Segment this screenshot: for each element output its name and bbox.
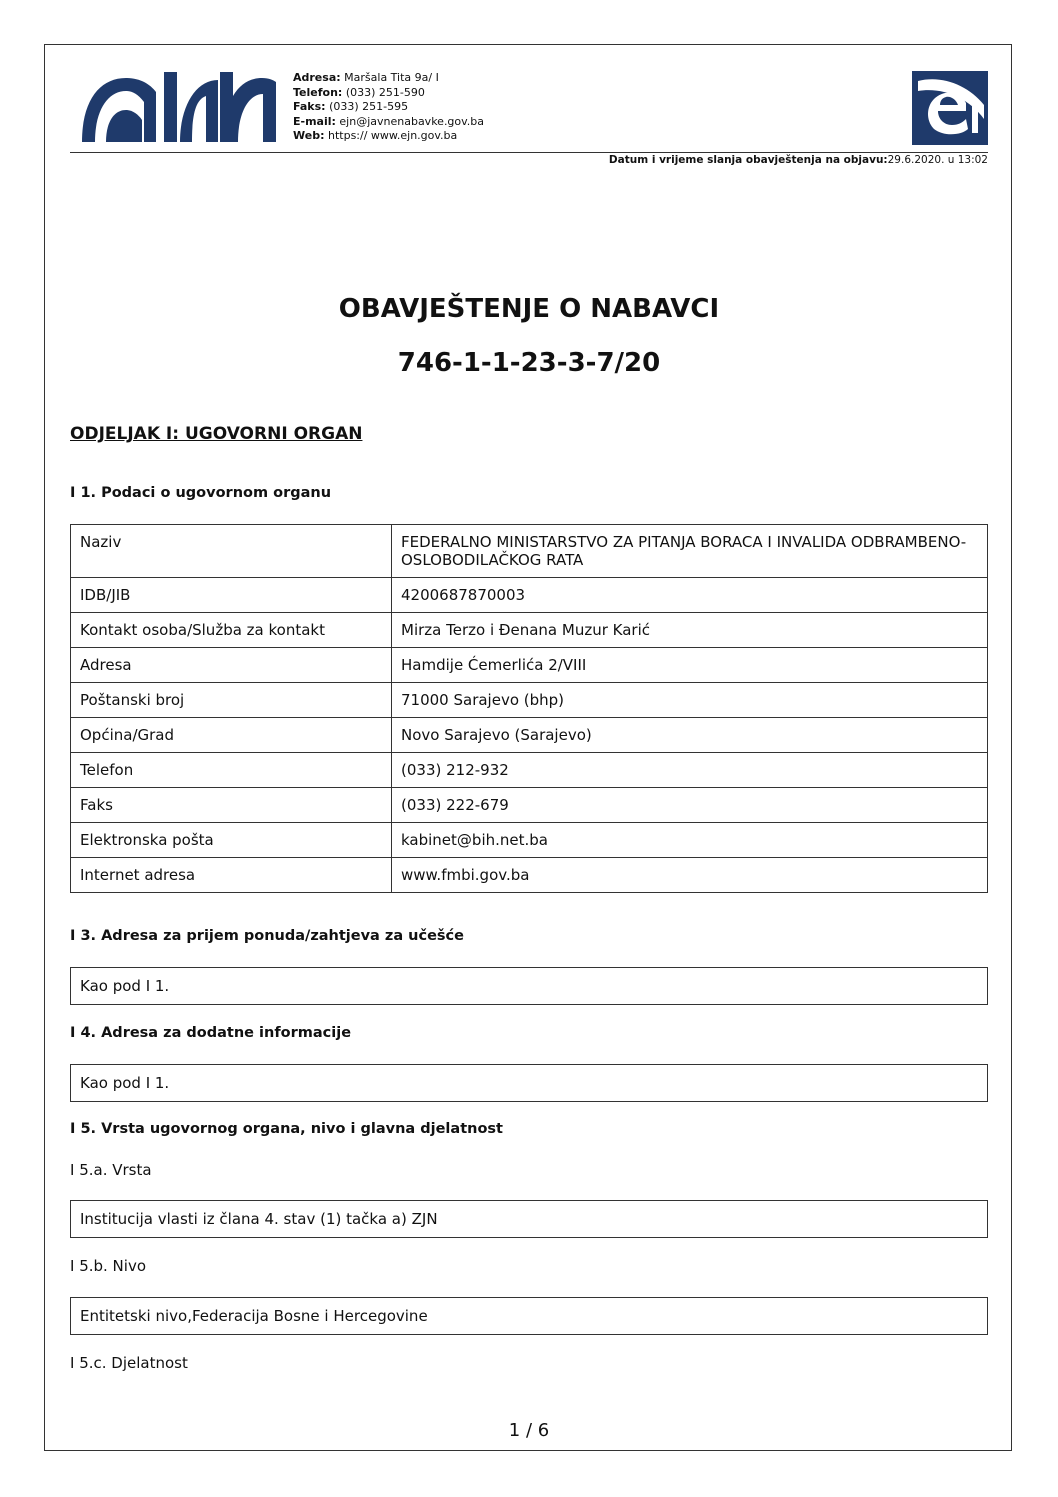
- subsection-i4: I 4. Adresa za dodatne informacije: [70, 1025, 352, 1041]
- table-row: [71, 525, 988, 578]
- contact-address: Adresa: Maršala Tita 9a/ I: [293, 71, 439, 84]
- document-number: 746-1-1-23-3-7/20: [397, 348, 661, 378]
- table-row: [71, 788, 988, 823]
- row-key: Elektronska pošta: [71, 823, 392, 858]
- row-value: Novo Sarajevo (Sarajevo): [392, 718, 988, 753]
- contact-block: [293, 71, 484, 144]
- table-row: [71, 578, 988, 613]
- i5b-value-box: Entitetski nivo,Federacija Bosne i Hercegovine: [70, 1297, 988, 1335]
- row-key: Općina/Grad: [71, 718, 392, 753]
- row-value: www.fmbi.gov.ba: [392, 858, 988, 893]
- header-rule: [70, 152, 988, 153]
- row-value: Hamdije Ćemerlića 2/VIII: [392, 648, 988, 683]
- i5b-label: I 5.b. Nivo: [70, 1257, 147, 1275]
- row-value: Mirza Terzo i Đenana Muzur Karić: [392, 613, 988, 648]
- table-row: [71, 823, 988, 858]
- subsection-i5: I 5. Vrsta ugovornog organa, nivo i glavna djelatnost: [70, 1121, 503, 1137]
- row-key: Naziv: [71, 525, 392, 578]
- send-date: Datum i vrijeme slanja obavještenja na objavu:29.6.2020. u 13:02: [608, 154, 988, 166]
- row-value: 71000 Sarajevo (bhp): [392, 683, 988, 718]
- i5a-value-box: Institucija vlasti iz člana 4. stav (1) tačka a) ZJN: [70, 1200, 988, 1238]
- ajn-logo: [80, 70, 276, 144]
- table-row: [71, 718, 988, 753]
- row-key: Telefon: [71, 753, 392, 788]
- authority-table: [70, 524, 988, 893]
- table-row: [71, 683, 988, 718]
- contact-fax: Faks: (033) 251-595: [293, 100, 409, 113]
- table-row: [71, 648, 988, 683]
- row-value: 4200687870003: [392, 578, 988, 613]
- table-row: [71, 613, 988, 648]
- contact-phone: Telefon: (033) 251-590: [293, 85, 425, 99]
- i5c-label: I 5.c. Djelatnost: [70, 1354, 188, 1372]
- row-value: (033) 212-932: [392, 753, 988, 788]
- table-row: [71, 858, 988, 893]
- subsection-i3: I 3. Adresa za prijem ponuda/zahtjeva za učešće: [70, 928, 464, 944]
- row-key: Adresa: [71, 648, 392, 683]
- page-number: 1 / 6: [508, 1420, 550, 1441]
- table-row: [71, 753, 988, 788]
- ejn-logo: [912, 71, 988, 145]
- row-value: kabinet@bih.net.ba: [392, 823, 988, 858]
- contact-email: E-mail: ejn@javnenabavke.gov.ba: [293, 114, 485, 128]
- subsection-i1: I 1. Podaci o ugovornom organu: [70, 485, 332, 501]
- i5a-label: I 5.a. Vrsta: [70, 1161, 152, 1179]
- row-value: (033) 222-679: [392, 788, 988, 823]
- contact-web: Web: https:// www.ejn.gov.ba: [293, 129, 458, 142]
- row-key: Internet adresa: [71, 858, 392, 893]
- document-title: OBAVJEŠTENJE O NABAVCI: [338, 294, 720, 324]
- row-key: Kontakt osoba/Služba za kontakt: [71, 613, 392, 648]
- i3-value-box: Kao pod I 1.: [70, 967, 988, 1005]
- section-heading: ODJELJAK I: UGOVORNI ORGAN: [70, 424, 363, 444]
- row-key: Faks: [71, 788, 392, 823]
- row-key: IDB/JIB: [71, 578, 392, 613]
- i4-value-box: Kao pod I 1.: [70, 1064, 988, 1102]
- row-value: FEDERALNO MINISTARSTVO ZA PITANJA BORACA I INVALIDA ODBRAMBENO-OSLOBODILAČKOG RATA: [392, 525, 988, 578]
- row-key: Poštanski broj: [71, 683, 392, 718]
